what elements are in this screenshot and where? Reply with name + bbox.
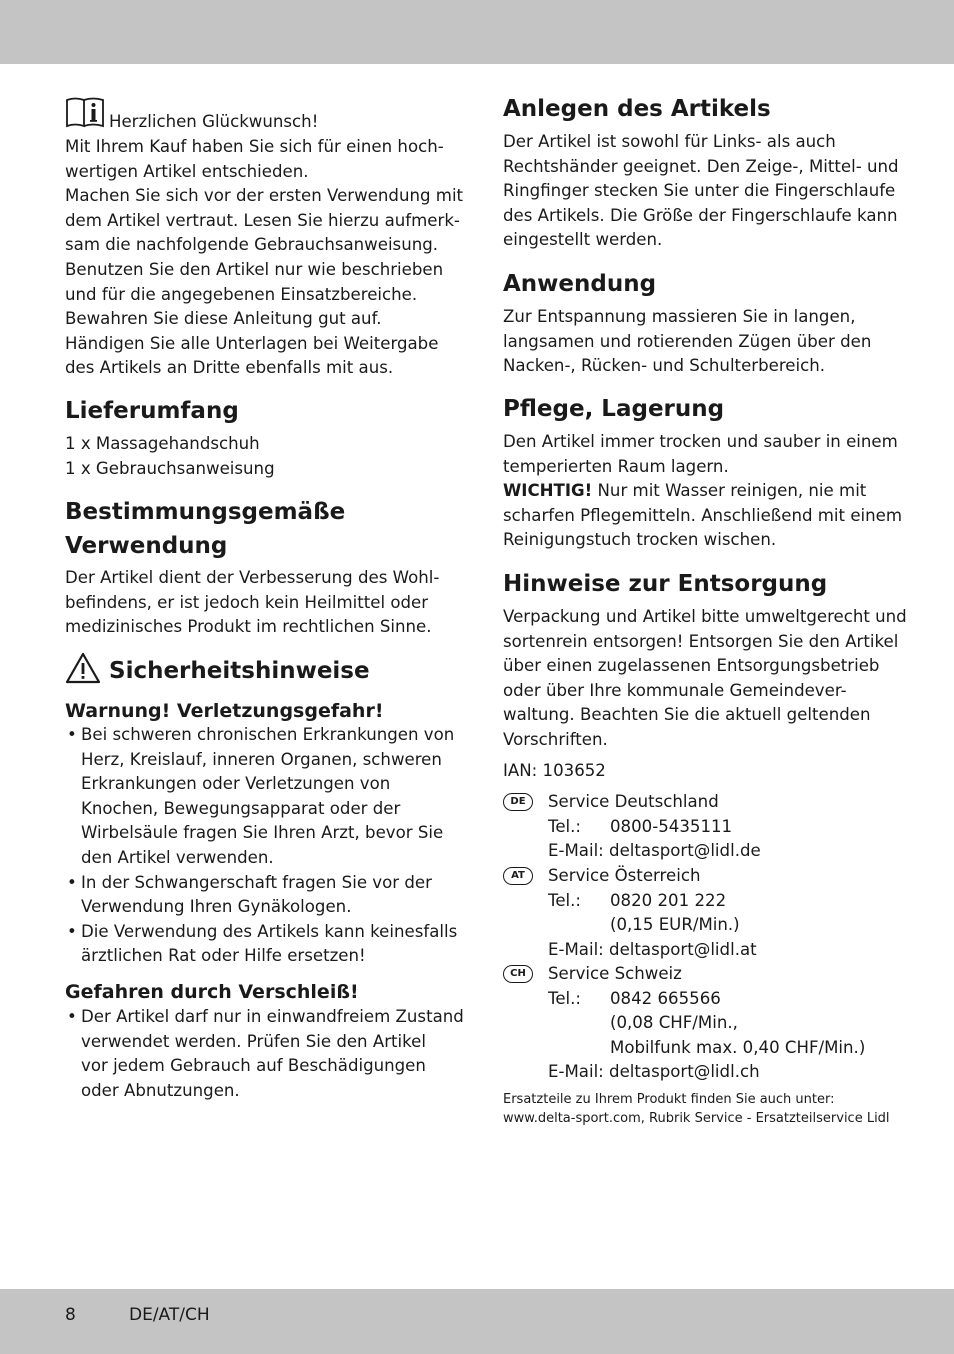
anwendung-text: Zur Entspannung massieren Sie in langen, langsamen und rotierenden Zügen über den Nacken-, Rücken- und Schulterbereich. <box>503 307 872 376</box>
anwendung-heading: Anwendung <box>503 271 657 297</box>
email-at[interactable]: E-Mail: deltasport@lidl.at <box>548 939 757 959</box>
entsorgung-heading: Hinweise zur Entsorgung <box>503 571 828 597</box>
list-item: • Die Verwendung des Artikels kann keinesfalls ärztlichen Rat oder Hilfe ersetzen! <box>67 921 458 966</box>
warning-triangle-icon <box>65 652 101 688</box>
list-item: • In der Schwangerschaft fragen Sie vor der Verwendung Ihren Gynäkologen. <box>67 872 432 917</box>
service-ch: CH Service Schweiz Tel.: 0842 665566 (0,08 CHF/Min., Mobilfunk max. 0,40 CHF/Min.) E-Mail: deltasport@lidl.ch <box>503 962 903 1085</box>
ian-number: IAN: 103652 <box>503 761 606 780</box>
email-ch[interactable]: E-Mail: deltasport@lidl.ch <box>548 1062 760 1082</box>
intro-text: Mit Ihrem Kauf haben Sie sich für einen hoch- wertigen Artikel entschieden. Machen Sie sich vor der ersten Verwendung mit dem Artikel vertraut. Lesen Sie hierzu aufmerk- sam die nachfolgende Gebrauchsanweisung. Benutzen Sie den Artikel nur wie beschrieben und für die angegebenen Einsatzbereiche. Bewahren Sie diese Anleitung gut auf. Händigen Sie alle Unterlagen bei Weitergabe des Artikels an Dritte ebenfalls mit aus. <box>65 137 464 378</box>
phone-de: 0800-5435111 <box>610 816 733 836</box>
phone-ch: 0842 665566 <box>610 988 721 1008</box>
bestimmung-text: Der Artikel dient der Verbesserung des Wohl- befindens, er ist jedoch kein Heilmittel oder medizinisches Produkt im rechtlichen Sinne. <box>65 568 440 637</box>
pflege-heading: Pflege, Lagerung <box>503 396 725 422</box>
anlegen-heading: Anlegen des Artikels <box>503 96 771 122</box>
safety-bullets <box>65 723 458 969</box>
country-badge-ch: CH <box>503 965 533 983</box>
list-item: • Bei schweren chronischen Erkrankungen von Herz, Kreislauf, inneren Organen, schweren Erkrankungen oder Verletzungen von Knochen, Bewegungsapparat oder der Wirbelsäule fragen Sie Ihren Arzt, bevor Sie den Artikel verwenden. <box>67 725 455 867</box>
lieferumfang-heading: Lieferumfang <box>65 398 239 424</box>
entsorgung-text: Verpackung und Artikel bitte umweltgerecht und sortenrein entsorgen! Entsorgen Sie den Artikel über einen zugelassenen Entsorgungsbetrieb oder über Ihre kommunale Gemeindever- waltung. Beachten Sie die aktuell geltenden Vorschriften. <box>503 607 907 749</box>
phone-at: 0820 201 222 <box>610 890 727 910</box>
email-de[interactable]: E-Mail: deltasport@lidl.de <box>548 841 761 861</box>
anlegen-text: Der Artikel ist sowohl für Links- als auch Rechtshänder geeignet. Den Zeige-, Mittel- und Ringfinger stecken Sie unter die Fingerschlaufe des Artikels. Die Größe der Fingerschlaufe kann eingestellt werden. <box>503 132 899 250</box>
country-badge-at: AT <box>503 867 533 885</box>
spare-parts-link[interactable]: www.delta-sport.com, Rubrik Service - Ersatzteilservice Lidl <box>503 1111 890 1126</box>
spare-parts-note: Ersatzteile zu Ihrem Produkt finden Sie auch unter: www.delta-sport.com, Rubrik Service - Ersatzteilservice Lidl <box>503 1092 890 1126</box>
intro-greeting: Herzlichen Glückwunsch! <box>109 112 319 131</box>
pflege-text: Den Artikel immer trocken und sauber in einem temperierten Raum lagern. WICHTIG! Nur mit Wasser reinigen, nie mit scharfen Pflegemitteln. Anschließend mit einem Reinigungstuch trocken wischen. <box>503 432 903 550</box>
country-badge-de: DE <box>503 793 533 811</box>
page-number: 8 <box>65 1305 76 1325</box>
sicherheit-heading: Sicherheitshinweise <box>109 658 370 684</box>
warnung-heading: Warnung! Verletzungsgefahr! <box>65 700 384 722</box>
wichtig-label: WICHTIG! <box>503 481 593 501</box>
page-language: DE/AT/CH <box>129 1305 210 1325</box>
lieferumfang-list: 1 x Massagehandschuh 1 x Gebrauchsanweisung <box>65 434 275 478</box>
list-item: • Der Artikel darf nur in einwandfreiem Zustand verwendet werden. Prüfen Sie den Artikel vor jedem Gebrauch auf Beschädigungen oder Abnutzungen. <box>67 1007 464 1100</box>
info-book-icon <box>65 96 105 132</box>
verschleiss-heading: Gefahren durch Verschleiß! <box>65 981 359 1003</box>
bestimmung-heading-line1: Bestimmungsgemäße <box>65 499 346 525</box>
wear-bullets <box>65 1005 464 1103</box>
service-at: AT Service Österreich Tel.: 0820 201 222 (0,15 EUR/Min.) E-Mail: deltasport@lidl.at <box>503 864 903 962</box>
header-bar <box>0 0 954 64</box>
service-de: DE Service Deutschland Tel.: 0800-5435111 E-Mail: deltasport@lidl.de <box>503 790 903 864</box>
bestimmung-heading-line2: Verwendung <box>65 533 228 559</box>
